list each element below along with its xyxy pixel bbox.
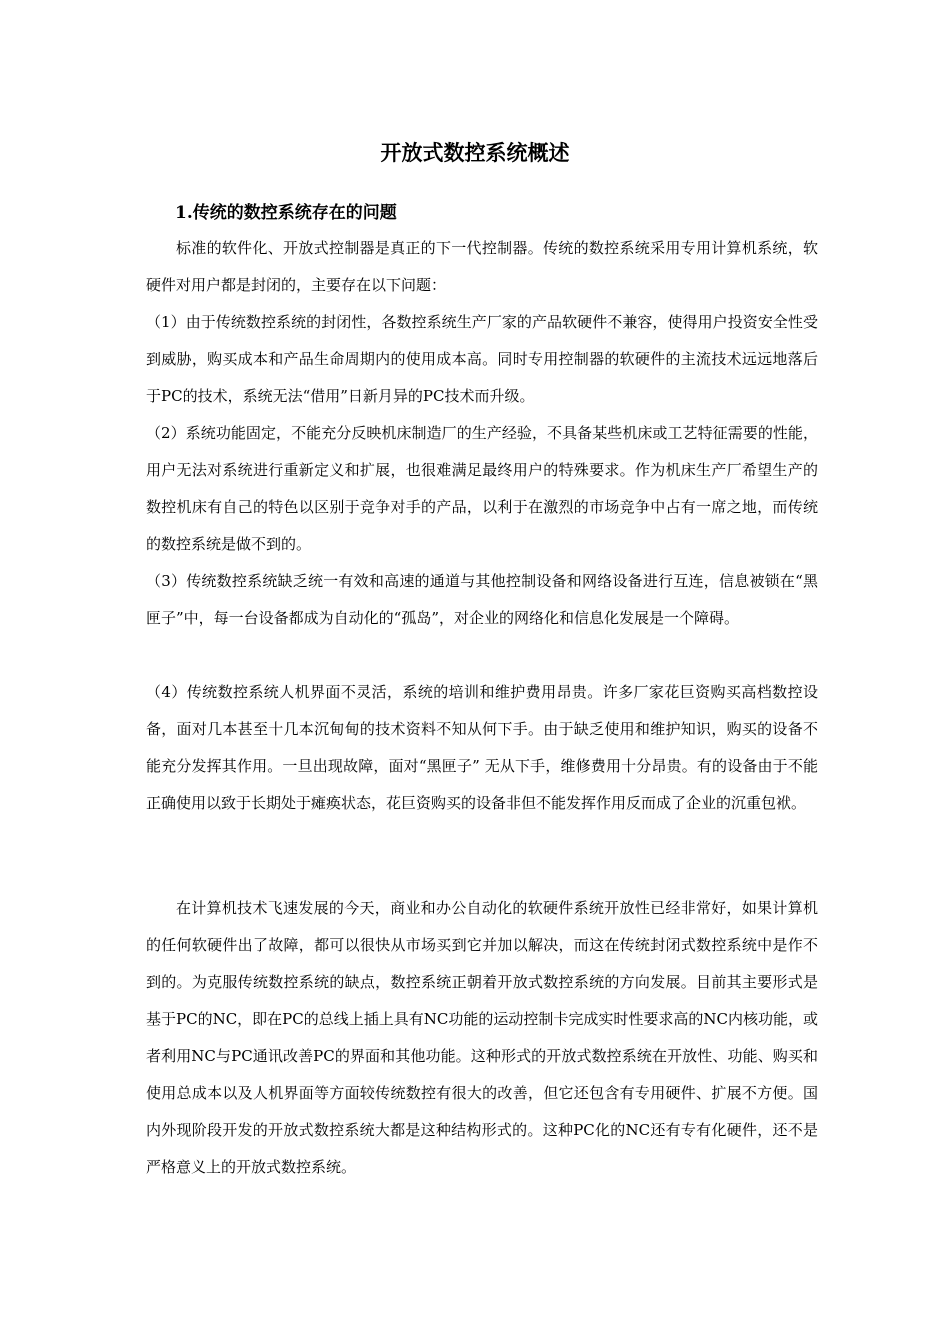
intro-paragraph: 标准的软件化、开放式控制器是真正的下一代控制器。传统的数控系统采用专用计算机系统，软硬件对用户都是封闭的，主要存在以下问题： [146, 239, 818, 294]
document-title: 开放式数控系统概述 [380, 140, 570, 165]
closing-paragraph: 在计算机技术飞速发展的今天，商业和办公自动化的软硬件系统开放性已经非常好，如果计算机的任何软硬件出了故障，都可以很快从市场买到它并加以解决，而这在传统封闭式数控系统中是作不到的。为克服传统数控系统的缺点，数控系统正朝着开放式数控系统的方向发展。目前其主要形式是基于PC的NC，即在PC的总线上插上具有NC功能的运动控制卡完成实时性要求高的NC内核功能，或者利用NC与PC通讯改善PC的界面和其他功能。这种形式的开放式数控系统在开放性、功能、购买和使用总成本以及人机界面等方面较传统数控有很大的改善，但它还包含有专用硬件、扩展不方便。国内外现阶段开发的开放式数控系统大都是这种结构形式的。这种PC化的NC还有专有化硬件，还不是严格意义上的开放式数控系统。 [146, 899, 818, 1176]
problem-item-3: （3）传统数控系统缺乏统一有效和高速的通道与其他控制设备和网络设备进行互连，信息被锁在“黑匣子”中，每一台设备都成为自动化的“孤岛”，对企业的网络化和信息化发展是一个障碍。 [146, 572, 818, 627]
problem-item-1: （1）由于传统数控系统的封闭性，各数控系统生产厂家的产品软硬件不兼容，使得用户投资安全性受到威胁，购买成本和产品生命周期内的使用成本高。同时专用控制器的软硬件的主流技术远远地落后于PC的技术，系统无法“借用”日新月异的PC技术而升级。 [146, 313, 818, 405]
problem-item-4: （4）传统数控系统人机界面不灵活，系统的培训和维护费用昂贵。许多厂家花巨资购买高档数控设备，面对几本甚至十几本沉甸甸的技术资料不知从何下手。由于缺乏使用和维护知识，购买的设备不能充分发挥其作用。一旦出现故障，面对“黑匣子” 无从下手，维修费用十分昂贵。有的设备由于不能正确使用以致于长期处于瘫痪状态，花巨资购买的设备非但不能发挥作用反而成了企业的沉重包袱。 [146, 683, 818, 812]
section-heading: 1.传统的数控系统存在的问题 [175, 203, 397, 223]
problem-item-2: （2）系统功能固定，不能充分反映机床制造厂的生产经验，不具备某些机床或工艺特征需要的性能，用户无法对系统进行重新定义和扩展，也很难满足最终用户的特殊要求。作为机床生产厂希望生产的数控机床有自己的特色以区别于竞争对手的产品，以利于在激烈的市场竞争中占有一席之地，而传统的数控系统是做不到的。 [146, 424, 818, 553]
